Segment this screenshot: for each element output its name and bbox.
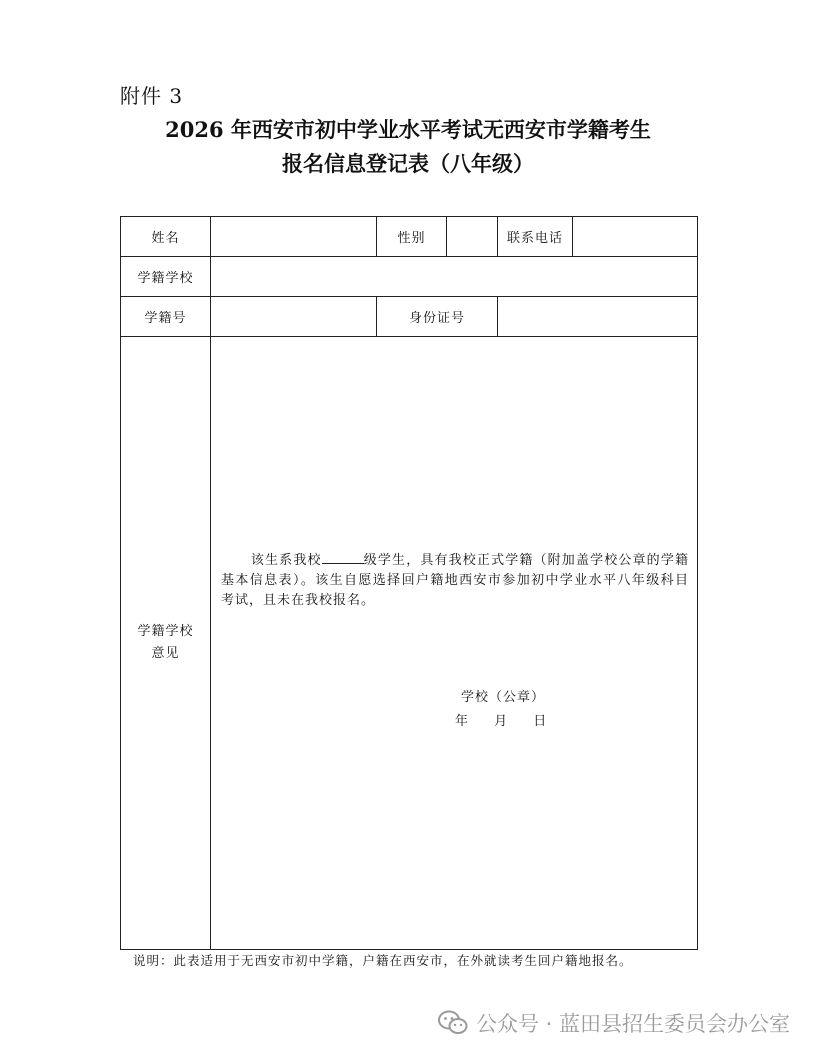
phone-label: 联系电话 bbox=[498, 217, 573, 257]
name-label: 姓名 bbox=[121, 217, 211, 257]
opinion-field[interactable] bbox=[211, 337, 698, 950]
name-field[interactable] bbox=[211, 217, 377, 257]
opinion-text-part2: 级学生，具有我校正式学籍（附加盖学校公章的学籍基本信息表）。该生自愿选择回户籍地西安市参加初中学业水平八年级科目考试，且未在我校报名。 bbox=[221, 553, 689, 608]
wechat-icon bbox=[438, 1010, 468, 1036]
form-row-opinion bbox=[121, 337, 698, 950]
opinion-text-part1: 该生系我校 bbox=[250, 553, 322, 568]
registration-form-table bbox=[120, 216, 698, 950]
id-card-label: 身份证号 bbox=[377, 297, 498, 337]
opinion-label bbox=[121, 337, 211, 950]
form-note: 说明：此表适用于无西安市初中学籍，户籍在西安市，在外就读考生回户籍地报名。 bbox=[133, 953, 633, 968]
watermark bbox=[438, 1008, 790, 1038]
student-id-field[interactable] bbox=[211, 297, 377, 337]
date-label: 年 月 日 bbox=[455, 714, 548, 729]
attachment-label: 附件 3 bbox=[120, 84, 184, 108]
form-row-name bbox=[121, 217, 698, 257]
gender-label: 性别 bbox=[377, 217, 447, 257]
form-title-line1: 2026 年西安市初中学业水平考试无西安市学籍考生 bbox=[165, 117, 651, 142]
student-id-label: 学籍号 bbox=[121, 297, 211, 337]
form-title-line2: 报名信息登记表（八年级） bbox=[282, 151, 534, 176]
opinion-label-line1: 学籍学校 bbox=[137, 624, 194, 639]
grade-blank[interactable] bbox=[322, 550, 364, 564]
id-card-field[interactable] bbox=[498, 297, 698, 337]
watermark-text: 公众号 · 蓝田县招生委员会办公室 bbox=[475, 1012, 790, 1036]
form-row-ids bbox=[121, 297, 698, 337]
gender-field[interactable] bbox=[447, 217, 498, 257]
school-field[interactable] bbox=[211, 257, 698, 297]
school-label: 学籍学校 bbox=[121, 257, 211, 297]
school-stamp-label: 学校（公章） bbox=[461, 690, 546, 705]
opinion-label-line2: 意见 bbox=[151, 646, 180, 661]
form-row-school bbox=[121, 257, 698, 297]
opinion-statement bbox=[221, 550, 689, 611]
phone-field[interactable] bbox=[573, 217, 698, 257]
